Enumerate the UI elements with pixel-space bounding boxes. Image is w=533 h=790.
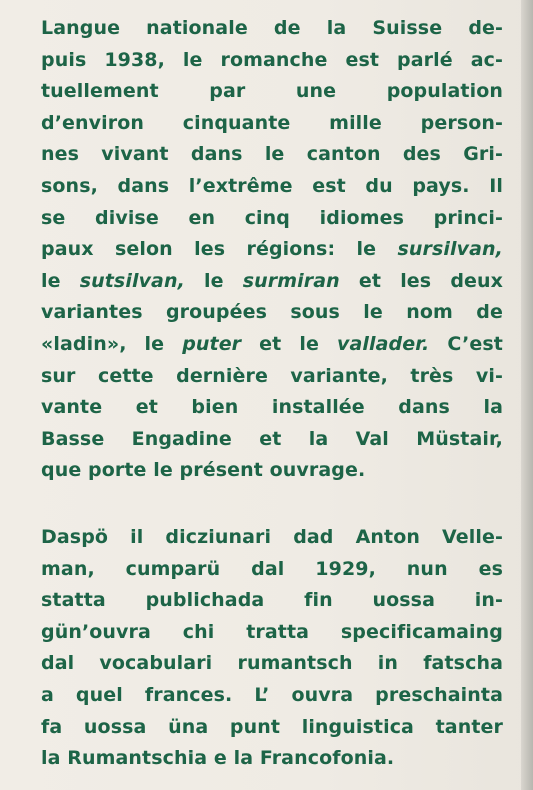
text-segment: a quel frances. L’ ouvra preschainta [41, 683, 503, 706]
text-line [41, 329, 503, 361]
text-line [41, 361, 503, 393]
text-segment: et le [241, 332, 337, 355]
text-segment: paux selon les régions: le [41, 238, 398, 261]
text-line [41, 76, 503, 108]
text-line [41, 266, 503, 298]
text-line [41, 45, 503, 77]
text-line [41, 424, 503, 456]
text-line [41, 680, 503, 712]
text-segment: Daspö il dicziunari dad Anton Velle- [41, 526, 503, 548]
italic-term: sutsilvan, [79, 269, 185, 292]
text-segment: et les deux [339, 269, 503, 292]
text-line [41, 648, 503, 680]
paragraph-french [41, 13, 503, 487]
text-line [41, 617, 503, 649]
text-segment: nes vivant dans le canton des Gri- [41, 143, 503, 166]
text-segment: statta publichada fin uossa in- [41, 589, 503, 612]
text-segment: puis 1938, le romanche est parlé ac- [41, 48, 503, 71]
text-line [41, 392, 503, 424]
italic-term: surmiran [242, 269, 340, 292]
text-segment: «ladin», le [41, 332, 183, 355]
text-segment: C’est [429, 332, 503, 355]
text-segment: se divise en cinq idiomes princi- [41, 206, 503, 229]
text-segment: Langue nationale de la Suisse de- [41, 17, 503, 39]
text-segment: le [184, 269, 243, 292]
text-segment: sons, dans l’extrême est du pays. Il [41, 174, 503, 197]
text-line [41, 522, 503, 554]
text-line [41, 171, 503, 203]
text-segment: gün’ouvra chi tratta specificamaing [41, 620, 503, 643]
text-line [41, 712, 503, 744]
text-segment: le [41, 269, 80, 292]
page-edge [521, 0, 533, 790]
text-line [41, 455, 503, 487]
text-line [41, 203, 503, 235]
text-line [41, 13, 503, 45]
text-line [41, 139, 503, 171]
text-line [41, 234, 503, 266]
italic-term: puter [182, 332, 242, 355]
text-segment: tuellement par une population [41, 80, 503, 103]
paragraph-romansh [41, 522, 503, 775]
text-segment: la Rumantschia e la Francofonia. [41, 747, 395, 770]
text-segment: variantes groupées sous le nom de [41, 301, 503, 324]
text-line [41, 554, 503, 586]
text-segment: fa uossa üna punt linguistica tanter [41, 715, 503, 738]
text-line [41, 743, 503, 775]
text-segment: sur cette dernière variante, très vi- [41, 364, 503, 387]
text-segment: man, cumparü dal 1929, nun es [41, 557, 503, 580]
text-line [41, 585, 503, 617]
text-line [41, 108, 503, 140]
text-segment: d’environ cinquante mille person- [41, 111, 503, 134]
italic-term: vallader. [337, 332, 430, 355]
text-segment: dal vocabulari rumantsch in fatscha [41, 652, 503, 675]
text-segment: vante et bien installée dans la [41, 396, 503, 419]
text-line [41, 297, 503, 329]
italic-term: sursilvan, [397, 238, 503, 261]
text-segment: Basse Engadine et la Val Müstair, [41, 427, 503, 450]
text-segment: que porte le présent ouvrage. [41, 459, 366, 482]
